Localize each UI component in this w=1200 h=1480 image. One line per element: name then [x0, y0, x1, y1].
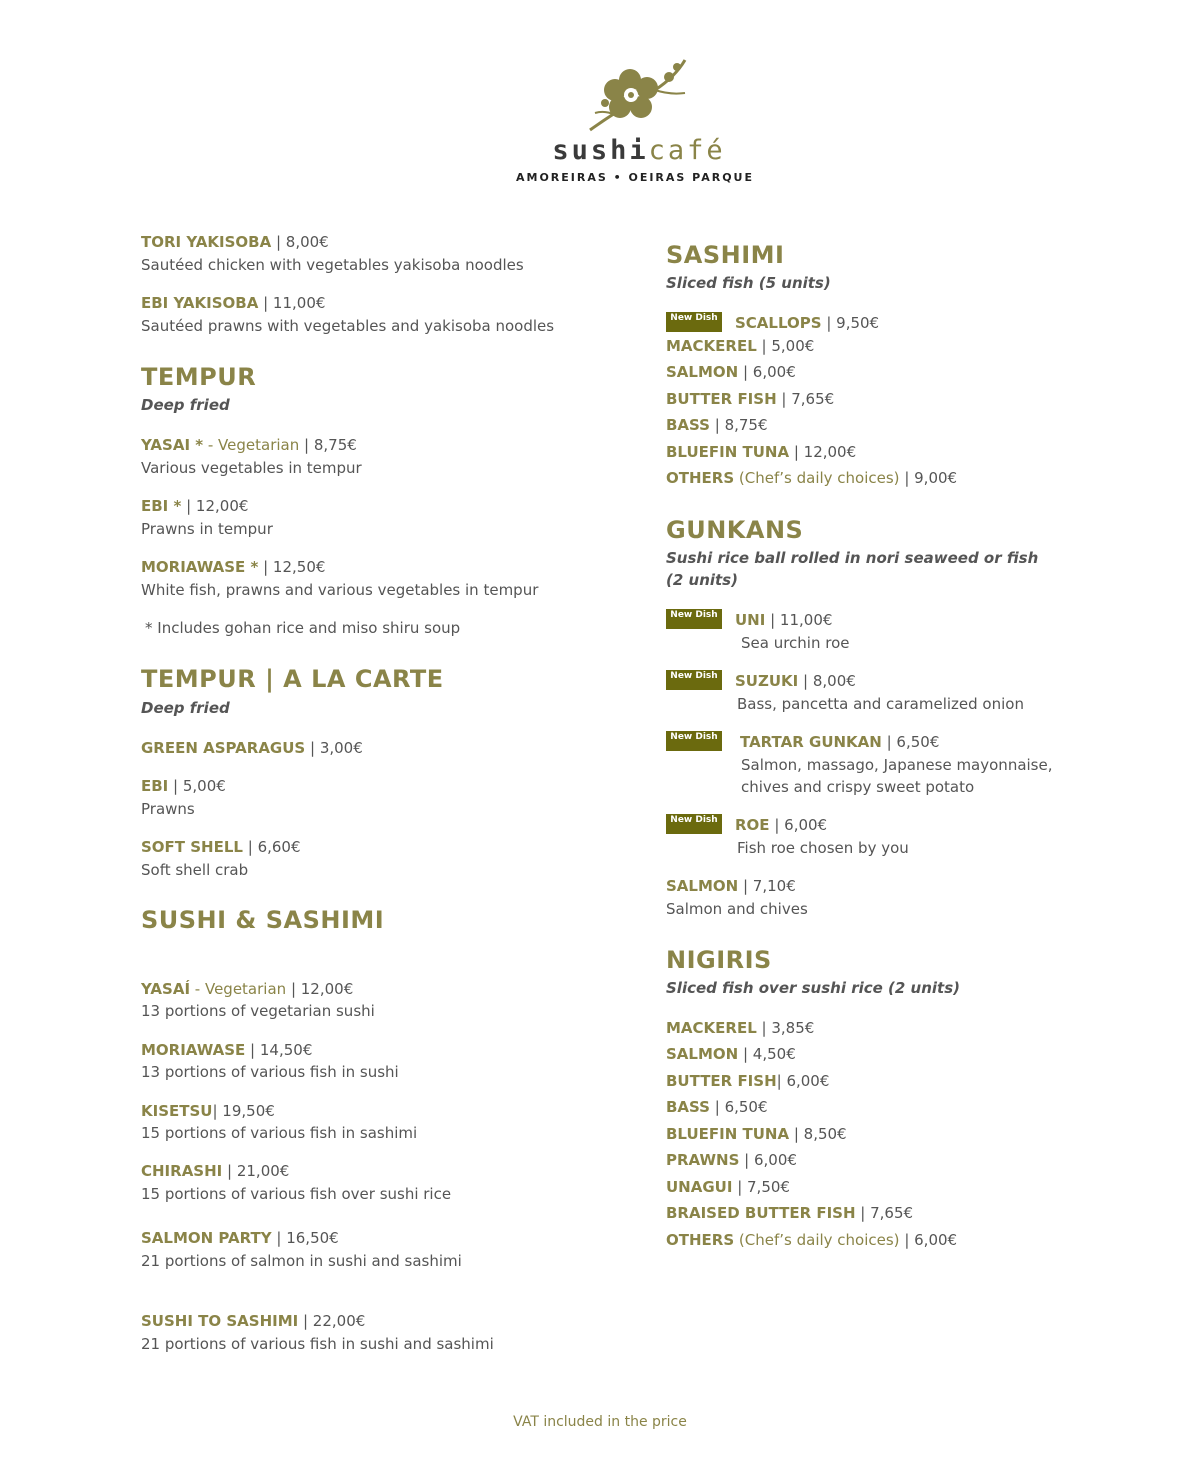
menu-item-sashimi-bass: BASS | 8,75€	[666, 416, 768, 434]
menu-item-sashimi-butter-fish: BUTTER FISH | 7,65€	[666, 390, 835, 408]
menu-item-nigiri-mackerel: MACKEREL | 3,85€	[666, 1019, 815, 1037]
section-subtitle: Sushi rice ball rolled in nori seaweed or fish	[666, 549, 1039, 567]
menu-item-nigiri-bass: BASS | 6,50€	[666, 1098, 768, 1116]
item-description: 21 portions of various fish in sushi and sashimi	[141, 1335, 494, 1353]
item-description: 13 portions of various fish in sushi	[141, 1063, 399, 1081]
item-description: Salmon, massago, Japanese mayonnaise,	[741, 756, 1053, 774]
new-dish-badge: New Dish	[666, 731, 722, 751]
item-description: Fish roe chosen by you	[737, 839, 909, 857]
section-heading-tempur-a-la-carte: TEMPUR | A LA CARTE	[141, 665, 444, 693]
menu-item-nigiri-others: OTHERS (Chef’s daily choices) | 6,00€	[666, 1231, 958, 1249]
section-subtitle: Sliced fish over sushi rice (2 units)	[666, 979, 960, 997]
menu-item-sashimi-bluefin-tuna: BLUEFIN TUNA | 12,00€	[666, 443, 857, 461]
menu-item-sashimi-others: OTHERS (Chef’s daily choices) | 9,00€	[666, 469, 958, 487]
menu-item-carte-ebi: EBI | 5,00€	[141, 777, 226, 795]
menu-item-nigiri-bluefin-tuna: BLUEFIN TUNA | 8,50€	[666, 1125, 847, 1143]
section-subtitle-units: (2 units)	[666, 571, 738, 589]
restaurant-logo	[500, 55, 770, 190]
item-description: Prawns	[141, 800, 195, 818]
section-subtitle: Deep fried	[141, 396, 230, 414]
menu-item-sushi-to-sashimi: SUSHI TO SASHIMI | 22,00€	[141, 1312, 366, 1330]
logo-wordmark: sushicafé	[552, 135, 726, 166]
item-description: 21 portions of salmon in sushi and sashimi	[141, 1252, 462, 1270]
menu-item-nigiri-prawns: PRAWNS | 6,00€	[666, 1151, 797, 1169]
menu-item-sashimi-salmon: SALMON | 6,00€	[666, 363, 796, 381]
menu-item-tempur-yasai: YASAI * - Vegetarian | 8,75€	[141, 436, 357, 454]
menu-item-kisetsu: KISETSU| 19,50€	[141, 1102, 275, 1120]
menu-item-green-asparagus: GREEN ASPARAGUS | 3,00€	[141, 739, 363, 757]
section-heading-gunkans: GUNKANS	[666, 516, 804, 544]
item-description: Prawns in tempur	[141, 520, 273, 538]
section-subtitle: Deep fried	[141, 699, 230, 717]
menu-item-tempur-moriawase: MORIAWASE * | 12,50€	[141, 558, 326, 576]
new-dish-badge: New Dish	[666, 609, 722, 629]
menu-item-nigiri-salmon: SALMON | 4,50€	[666, 1045, 796, 1063]
item-description: Various vegetables in tempur	[141, 459, 362, 477]
section-heading-tempur: TEMPUR	[141, 363, 257, 391]
menu-item-soft-shell: SOFT SHELL | 6,60€	[141, 838, 301, 856]
menu-item-sashimi-scallops: SCALLOPS | 9,50€	[735, 314, 880, 332]
menu-item-sashimi-mackerel: MACKEREL | 5,00€	[666, 337, 815, 355]
item-description: Sea urchin roe	[741, 634, 850, 652]
tempur-note: * Includes gohan rice and miso shiru soup	[145, 619, 461, 637]
item-description: 15 portions of various fish over sushi rice	[141, 1185, 452, 1203]
vat-footer-note: VAT included in the price	[513, 1414, 687, 1430]
menu-item-gunkan-salmon: SALMON | 7,10€	[666, 877, 796, 895]
item-description: White fish, prawns and various vegetables in tempur	[141, 581, 539, 599]
menu-item-gunkan-uni: UNI | 11,00€	[735, 611, 833, 629]
item-description: chives and crispy sweet potato	[741, 778, 975, 796]
section-heading-sushi-sashimi: SUSHI & SASHIMI	[141, 906, 385, 934]
menu-item-gunkan-suzuki: SUZUKI | 8,00€	[735, 672, 856, 690]
menu-item-tempur-ebi: EBI * | 12,00€	[141, 497, 249, 515]
menu-item-salmon-party: SALMON PARTY | 16,50€	[141, 1229, 339, 1247]
menu-item-sushi-moriawase: MORIAWASE | 14,50€	[141, 1041, 313, 1059]
new-dish-badge: New Dish	[666, 312, 722, 332]
menu-item-sushi-yasai: YASAÍ - Vegetarian | 12,00€	[141, 980, 354, 998]
menu-item-gunkan-roe: ROE | 6,00€	[735, 816, 828, 834]
logo-subtitle: AMOREIRAS • OEIRAS PARQUE	[515, 171, 754, 184]
menu-item-tori-yakisoba: TORI YAKISOBA | 8,00€	[141, 233, 329, 251]
cherry-blossom-icon	[585, 55, 695, 135]
menu-item-nigiri-butter-fish: BUTTER FISH| 6,00€	[666, 1072, 830, 1090]
item-description: Sautéed prawns with vegetables and yakisoba noodles	[141, 317, 555, 335]
menu-item-ebi-yakisoba: EBI YAKISOBA | 11,00€	[141, 294, 326, 312]
menu-item-tartar-gunkan: TARTAR GUNKAN | 6,50€	[740, 733, 940, 751]
section-heading-sashimi: SASHIMI	[666, 241, 785, 269]
menu-item-nigiri-unagui: UNAGUI | 7,50€	[666, 1178, 790, 1196]
menu-item-nigiri-braised-butter-fish: BRAISED BUTTER FISH | 7,65€	[666, 1204, 914, 1222]
menu-item-chirashi: CHIRASHI | 21,00€	[141, 1162, 290, 1180]
item-description: 15 portions of various fish in sashimi	[141, 1124, 418, 1142]
item-description: Bass, pancetta and caramelized onion	[737, 695, 1024, 713]
item-description: Sautéed chicken with vegetables yakisoba noodles	[141, 256, 524, 274]
item-description: 13 portions of vegetarian sushi	[141, 1002, 375, 1020]
new-dish-badge: New Dish	[666, 670, 722, 690]
item-description: Salmon and chives	[666, 900, 808, 918]
section-subtitle: Sliced fish (5 units)	[666, 274, 831, 292]
new-dish-badge: New Dish	[666, 814, 722, 834]
section-heading-nigiris: NIGIRIS	[666, 946, 772, 974]
item-description: Soft shell crab	[141, 861, 249, 879]
